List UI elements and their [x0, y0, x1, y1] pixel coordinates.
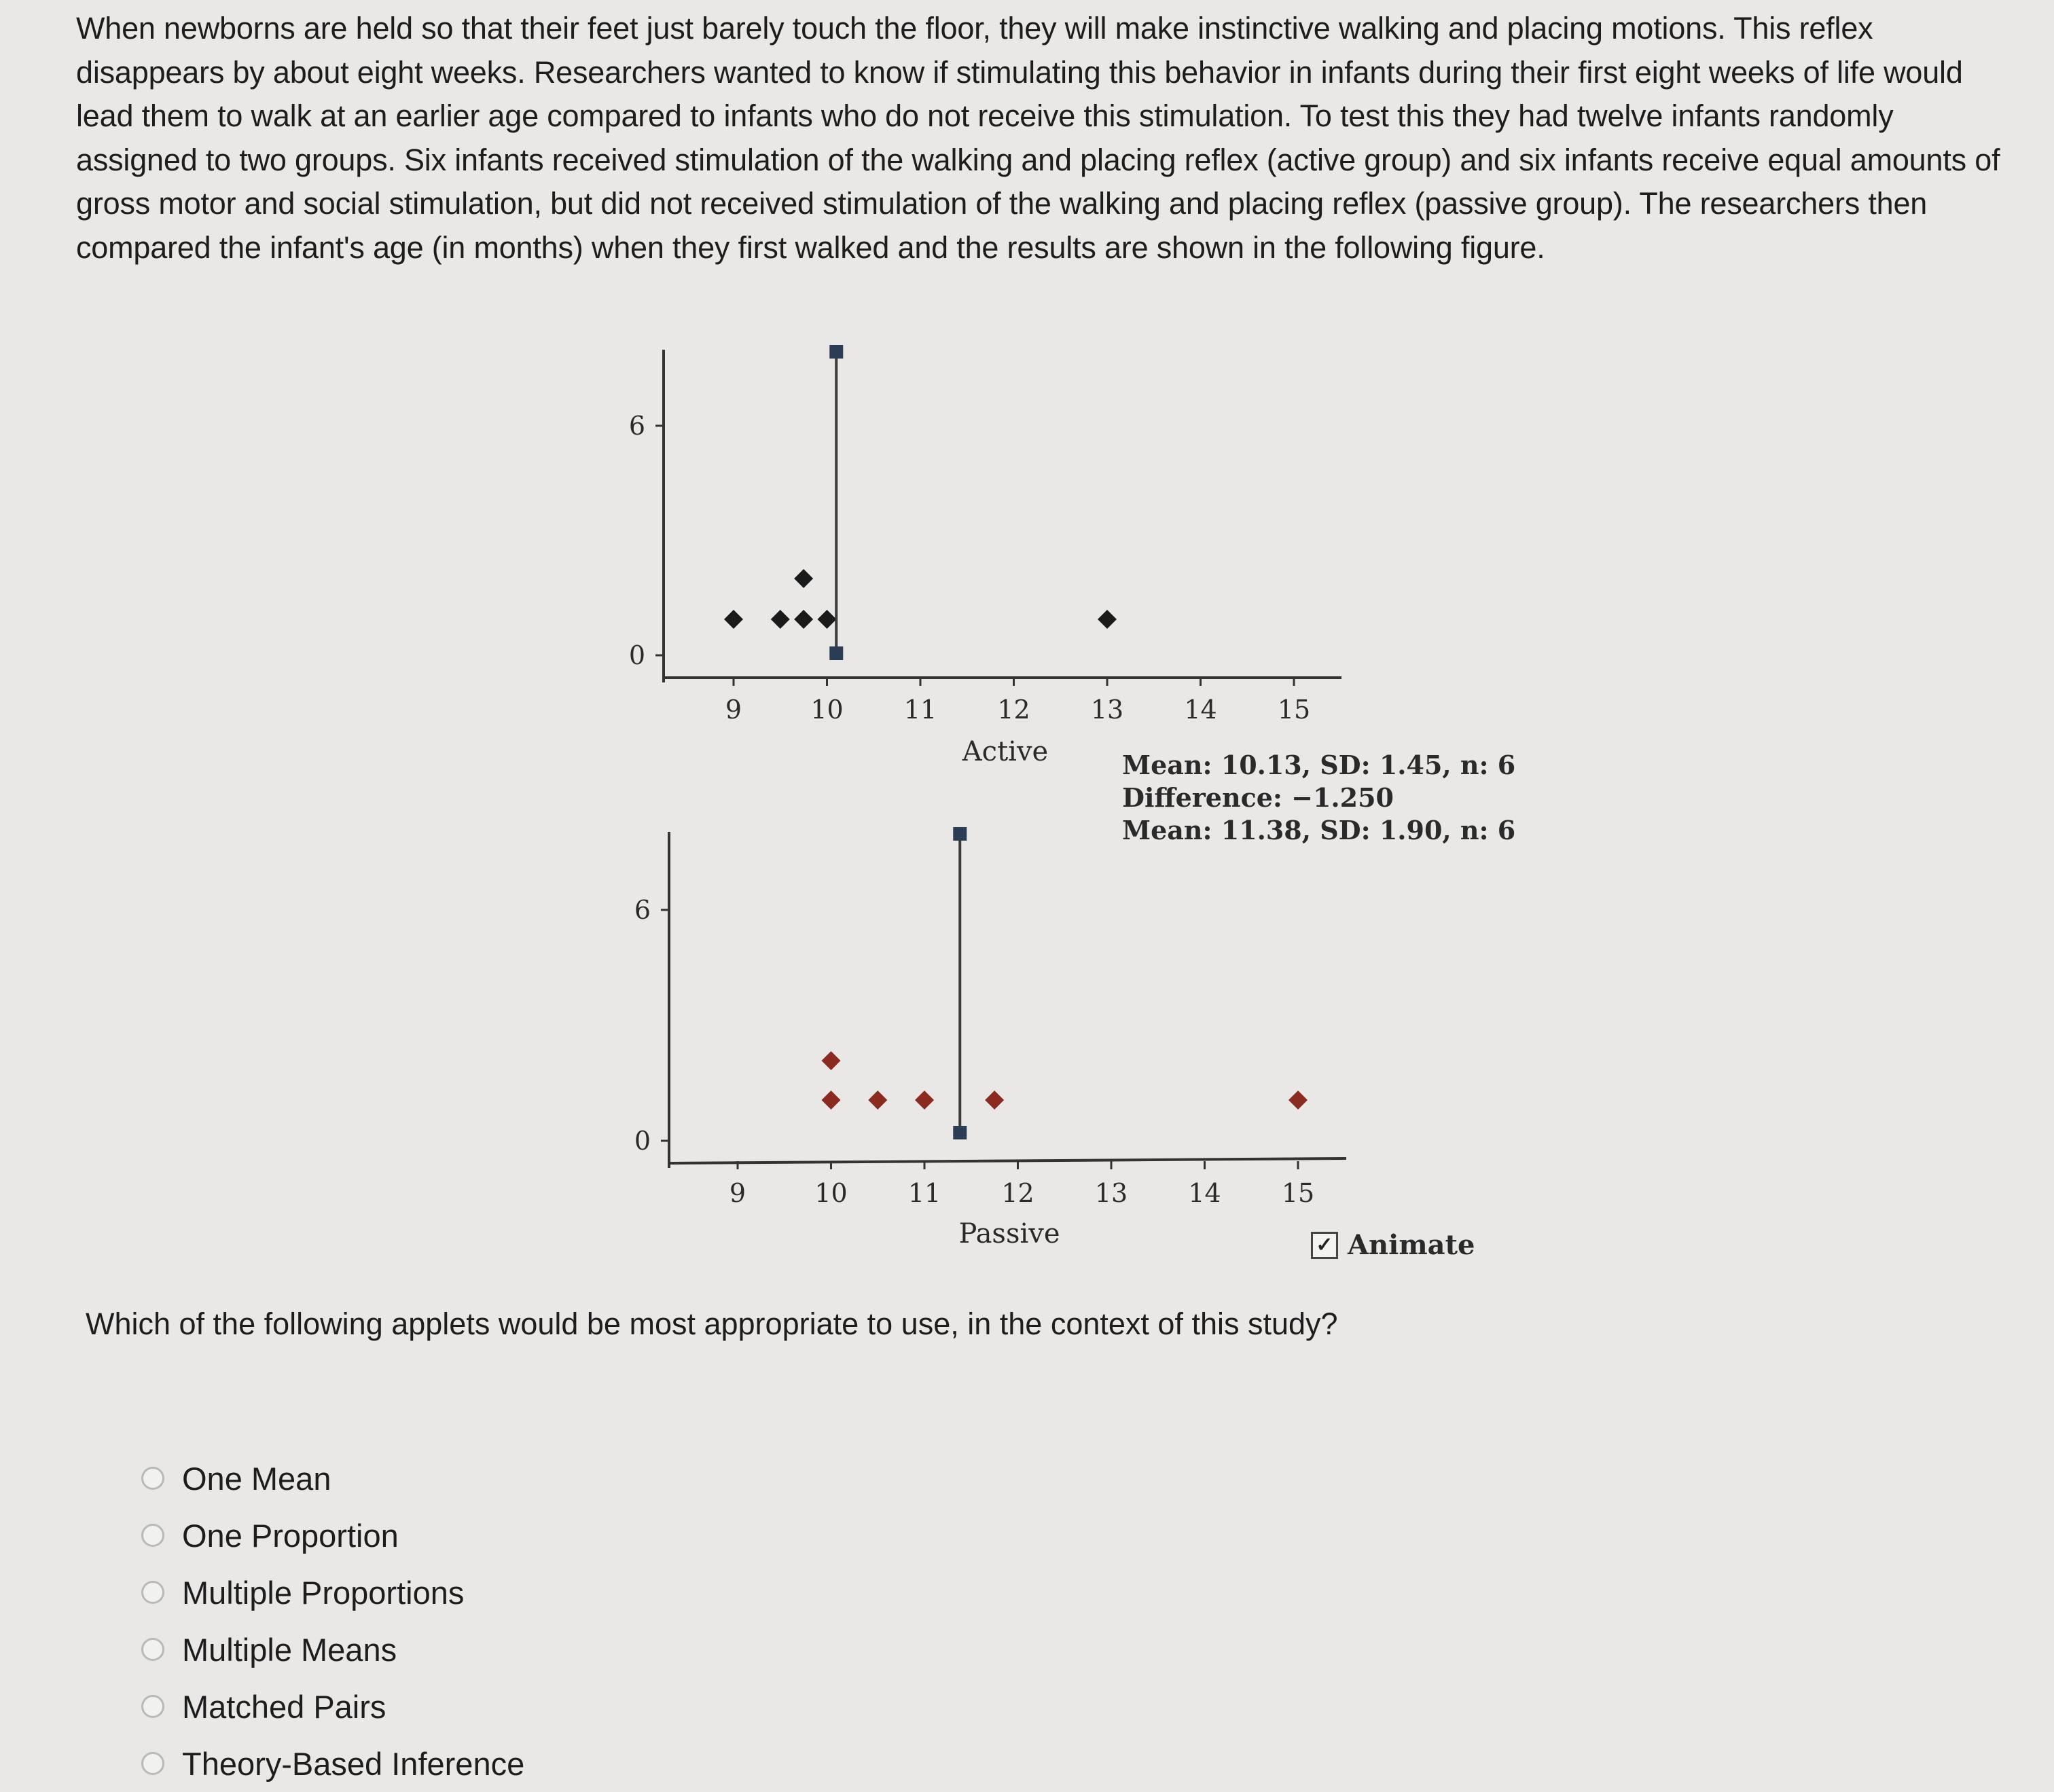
difference-stat: Difference: −1.250 [1122, 782, 1394, 813]
active-x-tick-label: 12 [997, 695, 1030, 725]
question-intro: When newborns are held so that their feet just barely touch the floor, they will make instinctive walking and placing motions. This reflex disappears by about eight weeks. Researchers wanted to know if stimulating this behavior in infants during their first eight weeks of life would lead them to walk at an earlier age compared to infants who do not receive this stimulation. To test this they had twelve infants randomly assigned to two groups. Six infants received stimulation of the walking and placing reflex (active group) and six infants receive equal amounts of gross motor and social stimulation, but did not received stimulation of the walking and placing reflex (passive group). The researchers then compared the infant's age (in months) when they first walked and the results are shown in the following figure. [76, 11, 2000, 265]
passive-axis-title: Passive [958, 1218, 1060, 1249]
radio-button[interactable] [141, 1752, 164, 1775]
passive-stats: Mean: 11.38, SD: 1.90, n: 6 [1122, 815, 1516, 845]
option-one-proportion[interactable] [141, 1507, 524, 1564]
active-dot [794, 569, 813, 588]
active-x-tick-label: 10 [810, 695, 844, 725]
active-dot [1098, 610, 1117, 629]
active-x-ticks [725, 678, 1310, 725]
passive-mean-bottom-marker [953, 1126, 967, 1139]
option-multiple-means[interactable] [141, 1621, 524, 1678]
passive-mean-line [953, 827, 967, 1139]
option-theory-based-inference[interactable] [141, 1735, 524, 1792]
active-mean-top-marker [829, 345, 843, 359]
active-mean-bottom-marker [829, 646, 843, 660]
passive-dot [868, 1091, 887, 1110]
passive-x-axis [669, 1158, 1346, 1163]
active-x-tick-label: 9 [725, 695, 742, 725]
radio-button[interactable] [141, 1638, 164, 1661]
passive-dot [985, 1091, 1004, 1110]
active-dot [818, 610, 837, 629]
passive-x-ticks [729, 1161, 1314, 1208]
option-matched-pairs[interactable] [141, 1678, 524, 1735]
passive-y-label-0: 0 [634, 1126, 651, 1156]
passive-dots [822, 1051, 1308, 1110]
animate-checkbox[interactable]: ✓ [1311, 1232, 1338, 1259]
passive-y-label-6: 6 [634, 895, 651, 925]
passive-dot [822, 1051, 841, 1070]
active-dot [771, 610, 790, 629]
active-stats: Mean: 10.13, SD: 1.45, n: 6 [1122, 750, 1516, 780]
active-dots [724, 569, 1117, 629]
animate-label: Animate [1348, 1229, 1475, 1261]
question-prompt: Which of the following applets would be most appropriate to use, in the context of this study? [86, 1306, 1338, 1341]
option-label: Matched Pairs [182, 1688, 386, 1725]
passive-x-tick-label: 12 [1001, 1178, 1034, 1208]
active-dot [724, 610, 743, 629]
option-label: Theory-Based Inference [182, 1745, 525, 1782]
active-x-tick-label: 14 [1184, 695, 1217, 725]
active-dot [794, 610, 813, 629]
passive-x-tick-label: 9 [729, 1178, 746, 1208]
passive-x-tick-label: 15 [1281, 1178, 1315, 1208]
radio-button[interactable] [141, 1581, 164, 1604]
passive-x-tick-label: 13 [1094, 1178, 1128, 1208]
radio-button[interactable] [141, 1524, 164, 1547]
option-label: Multiple Means [182, 1631, 397, 1668]
active-mean-line [829, 345, 843, 660]
active-x-tick-label: 15 [1277, 695, 1311, 725]
passive-dot [822, 1091, 841, 1110]
option-label: One Mean [182, 1460, 331, 1497]
active-y-label-0: 0 [628, 640, 645, 670]
animate-toggle[interactable] [1311, 1229, 1475, 1261]
passive-x-tick-label: 14 [1188, 1178, 1221, 1208]
active-x-tick-label: 13 [1090, 695, 1124, 725]
option-multiple-proportions[interactable] [141, 1564, 524, 1621]
option-label: Multiple Proportions [182, 1574, 465, 1611]
active-x-tick-label: 11 [903, 695, 937, 725]
radio-button[interactable] [141, 1695, 164, 1718]
radio-button[interactable] [141, 1467, 164, 1490]
passive-dot [1289, 1091, 1308, 1110]
passive-mean-top-marker [953, 827, 967, 841]
answer-options [141, 1450, 524, 1792]
option-one-mean[interactable] [141, 1450, 524, 1507]
passive-x-tick-label: 11 [907, 1178, 941, 1208]
passive-dot [915, 1091, 934, 1110]
option-label: One Proportion [182, 1517, 399, 1554]
passive-x-tick-label: 10 [814, 1178, 848, 1208]
active-y-label-6: 6 [628, 411, 645, 441]
active-axis-title: Active [962, 736, 1049, 767]
